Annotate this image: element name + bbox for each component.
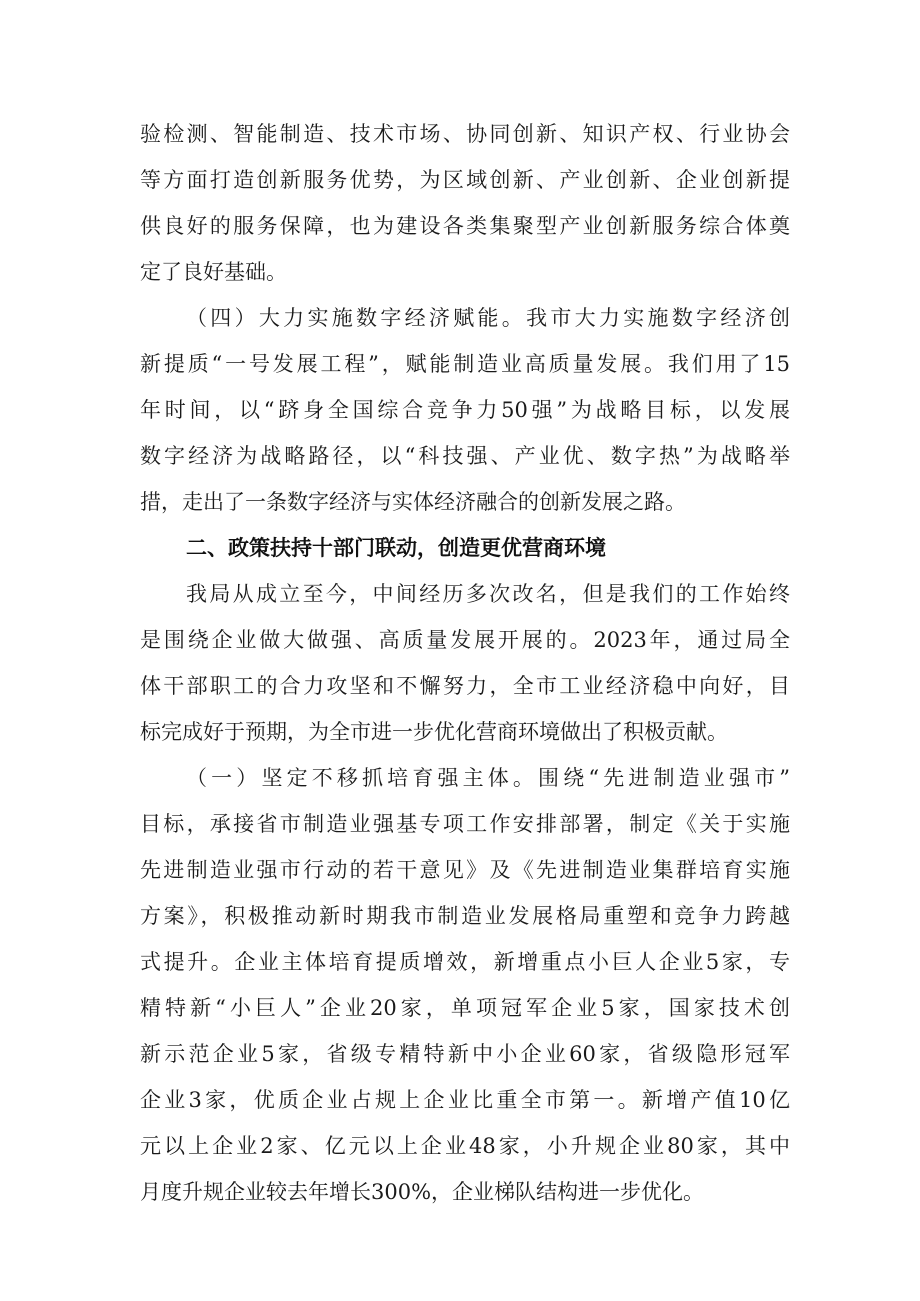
paragraph3-line4: 标完成好于预期，为全市进一步优化营商环境做出了积极贡献。 [140, 720, 728, 744]
paragraph4-line10: 月度升规企业较去年增长300%，企业梯队结构进一步优化。 [140, 1180, 705, 1204]
paragraph1-line3: 供良好的服务保障，也为建设各类集聚型产业创新服务综合体奠 [140, 214, 790, 238]
paragraph4-line6: 精特新“小巨人”企业20家，单项冠军企业5家，国家技术创 [140, 996, 790, 1020]
paragraph1-line2: 等方面打造创新服务优势，为区域创新、产业创新、企业创新提 [140, 168, 790, 192]
paragraph2-line4: 数字经济为战略路径，以“科技强、产业优、数字热”为战略举 [140, 444, 790, 468]
paragraph4-line4: 方案》，积极推动新时期我市制造业发展格局重塑和竞争力跨越 [140, 904, 790, 928]
paragraph4-line9: 元以上企业2家、亿元以上企业48家，小升规企业80家，其中 [140, 1134, 790, 1158]
paragraph1-line4: 定了良好基础。 [140, 260, 287, 284]
paragraph3-line2: 是围绕企业做大做强、高质量发展开展的。2023年，通过局全 [140, 628, 790, 652]
paragraph2-line1: （四）大力实施数字经济赋能。我市大力实施数字经济创 [186, 306, 790, 330]
paragraph3-line3: 体干部职工的合力攻坚和不懈努力，全市工业经济稳中向好，目 [140, 674, 790, 698]
paragraph4-line3: 先进制造业强市行动的若干意见》及《先进制造业集群培育实施 [140, 858, 790, 882]
paragraph4-line1: （一）坚定不移抓培育强主体。围绕“先进制造业强市” [186, 766, 790, 790]
paragraph4-line8: 企业3家，优质企业占规上企业比重全市第一。新增产值10亿 [140, 1088, 790, 1112]
section-heading: 二、政策扶持十部门联动，创造更优营商环境 [186, 536, 606, 560]
paragraph4-line5: 式提升。企业主体培育提质增效，新增重点小巨人企业5家，专 [140, 950, 790, 974]
paragraph1-line1: 验检测、智能制造、技术市场、协同创新、知识产权、行业协会 [140, 122, 790, 146]
paragraph2-line5: 措，走出了一条数字经济与实体经济融合的创新发展之路。 [140, 490, 686, 514]
paragraph4-line7: 新示范企业5家，省级专精特新中小企业60家，省级隐形冠军 [140, 1042, 790, 1066]
paragraph2-line3: 年时间，以“跻身全国综合竞争力50强”为战略目标，以发展 [140, 398, 790, 422]
paragraph3-line1: 我局从成立至今，中间经历多次改名，但是我们的工作始终 [186, 582, 790, 606]
paragraph2-line2: 新提质“一号发展工程”，赋能制造业高质量发展。我们用了15 [140, 352, 790, 376]
paragraph4-line2: 目标，承接省市制造业强基专项工作安排部署，制定《关于实施 [140, 812, 790, 836]
